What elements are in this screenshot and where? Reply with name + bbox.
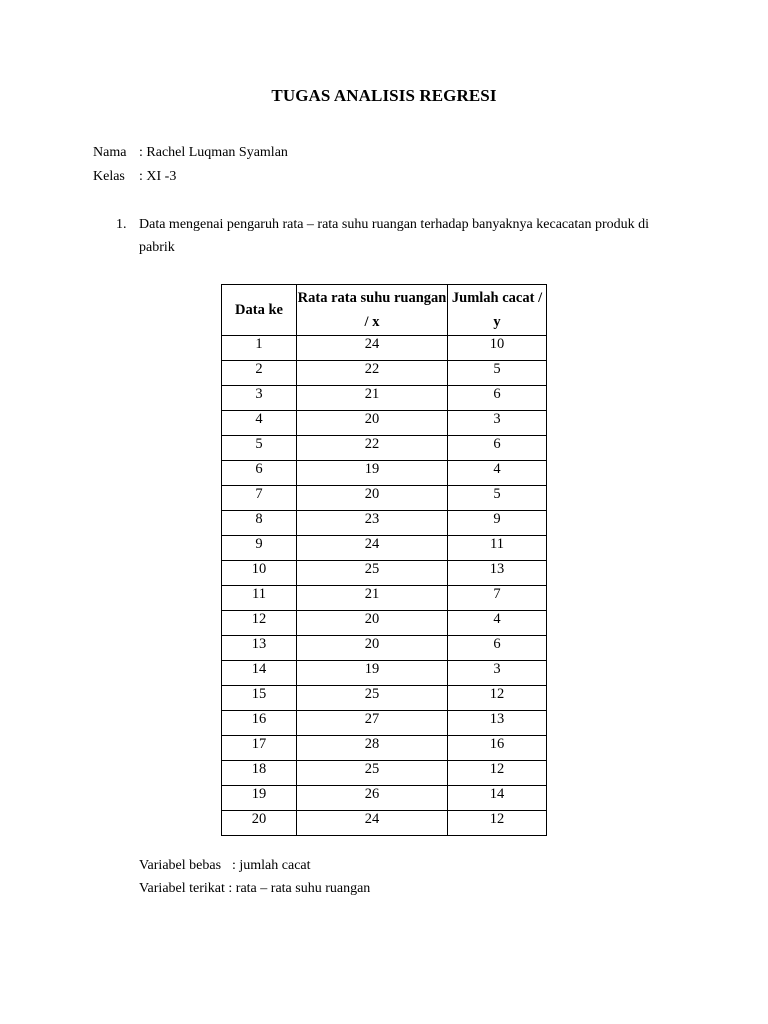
cell-cacat: 6: [448, 636, 547, 661]
cell-data-ke: 7: [222, 486, 297, 511]
table-row: [222, 561, 547, 586]
class-label: Kelas: [93, 169, 125, 184]
cell-cacat: 4: [448, 611, 547, 636]
cell-suhu: 21: [297, 386, 448, 411]
cell-cacat: 10: [448, 336, 547, 361]
cell-suhu: 25: [297, 761, 448, 786]
cell-suhu: 27: [297, 711, 448, 736]
cell-cacat: 7: [448, 586, 547, 611]
cell-suhu: 24: [297, 536, 448, 561]
table-row: [222, 486, 547, 511]
header-data-ke: Data ke: [222, 285, 297, 336]
name-value: : Rachel Luqman Syamlan: [139, 145, 288, 160]
cell-data-ke: 2: [222, 361, 297, 386]
cell-cacat: 3: [448, 661, 547, 686]
cell-suhu: 22: [297, 361, 448, 386]
student-name-line: [93, 145, 288, 161]
cell-suhu: 19: [297, 461, 448, 486]
cell-cacat: 13: [448, 711, 547, 736]
table-row: [222, 711, 547, 736]
cell-suhu: 25: [297, 686, 448, 711]
cell-suhu: 22: [297, 436, 448, 461]
table-row: [222, 361, 547, 386]
cell-suhu: 20: [297, 636, 448, 661]
cell-suhu: 19: [297, 661, 448, 686]
cell-cacat: 12: [448, 761, 547, 786]
cell-data-ke: 13: [222, 636, 297, 661]
table-row: [222, 536, 547, 561]
table-row: [222, 661, 547, 686]
class-value: : XI -3: [139, 169, 177, 184]
cell-cacat: 14: [448, 786, 547, 811]
cell-suhu: 25: [297, 561, 448, 586]
cell-cacat: 16: [448, 736, 547, 761]
independent-value: : jumlah cacat: [232, 858, 311, 873]
variable-dependent-line: [139, 881, 370, 897]
cell-data-ke: 11: [222, 586, 297, 611]
table-row: [222, 811, 547, 836]
cell-data-ke: 6: [222, 461, 297, 486]
table-row: [222, 386, 547, 411]
cell-cacat: 4: [448, 461, 547, 486]
cell-data-ke: 8: [222, 511, 297, 536]
cell-cacat: 9: [448, 511, 547, 536]
document-title: TUGAS ANALISIS REGRESI: [271, 86, 497, 105]
cell-cacat: 5: [448, 486, 547, 511]
cell-data-ke: 15: [222, 686, 297, 711]
cell-suhu: 26: [297, 786, 448, 811]
table-row: [222, 436, 547, 461]
variable-independent-line: [139, 858, 311, 874]
table-row: [222, 586, 547, 611]
header-suhu: Rata rata suhu ruangan / x: [297, 285, 448, 336]
cell-data-ke: 20: [222, 811, 297, 836]
cell-data-ke: 16: [222, 711, 297, 736]
table-row: [222, 511, 547, 536]
cell-data-ke: 14: [222, 661, 297, 686]
table-row: [222, 461, 547, 486]
table-row: [222, 611, 547, 636]
cell-cacat: 3: [448, 411, 547, 436]
cell-data-ke: 12: [222, 611, 297, 636]
cell-data-ke: 18: [222, 761, 297, 786]
cell-data-ke: 17: [222, 736, 297, 761]
cell-cacat: 11: [448, 536, 547, 561]
cell-data-ke: 1: [222, 336, 297, 361]
cell-cacat: 12: [448, 811, 547, 836]
cell-suhu: 24: [297, 811, 448, 836]
cell-data-ke: 5: [222, 436, 297, 461]
cell-data-ke: 3: [222, 386, 297, 411]
table-row: [222, 736, 547, 761]
cell-suhu: 23: [297, 511, 448, 536]
cell-data-ke: 10: [222, 561, 297, 586]
table-row: [222, 761, 547, 786]
cell-data-ke: 9: [222, 536, 297, 561]
cell-cacat: 12: [448, 686, 547, 711]
cell-suhu: 28: [297, 736, 448, 761]
cell-cacat: 6: [448, 386, 547, 411]
table-row: [222, 636, 547, 661]
student-class-line: [93, 169, 176, 185]
table-row: [222, 786, 547, 811]
cell-suhu: 20: [297, 611, 448, 636]
cell-cacat: 5: [448, 361, 547, 386]
dependent-value: : rata – rata suhu ruangan: [228, 881, 371, 896]
cell-suhu: 21: [297, 586, 448, 611]
question-text: Data mengenai pengaruh rata – rata suhu ruangan terhadap banyaknya kecacatan produk di pabrik: [139, 217, 649, 255]
question-1: [116, 213, 676, 259]
cell-cacat: 6: [448, 436, 547, 461]
data-table: [221, 284, 547, 836]
table-row: [222, 336, 547, 361]
header-cacat: Jumlah cacat / y: [448, 285, 547, 336]
table-body: [222, 336, 547, 836]
cell-cacat: 13: [448, 561, 547, 586]
question-number: 1.: [116, 217, 127, 232]
independent-label: Variabel bebas: [139, 858, 222, 873]
cell-suhu: 20: [297, 411, 448, 436]
table-row: [222, 411, 547, 436]
cell-data-ke: 19: [222, 786, 297, 811]
cell-data-ke: 4: [222, 411, 297, 436]
cell-suhu: 24: [297, 336, 448, 361]
dependent-label: Variabel terikat: [139, 881, 225, 896]
table-header-row: [222, 285, 547, 336]
table-row: [222, 686, 547, 711]
cell-suhu: 20: [297, 486, 448, 511]
name-label: Nama: [93, 145, 127, 160]
